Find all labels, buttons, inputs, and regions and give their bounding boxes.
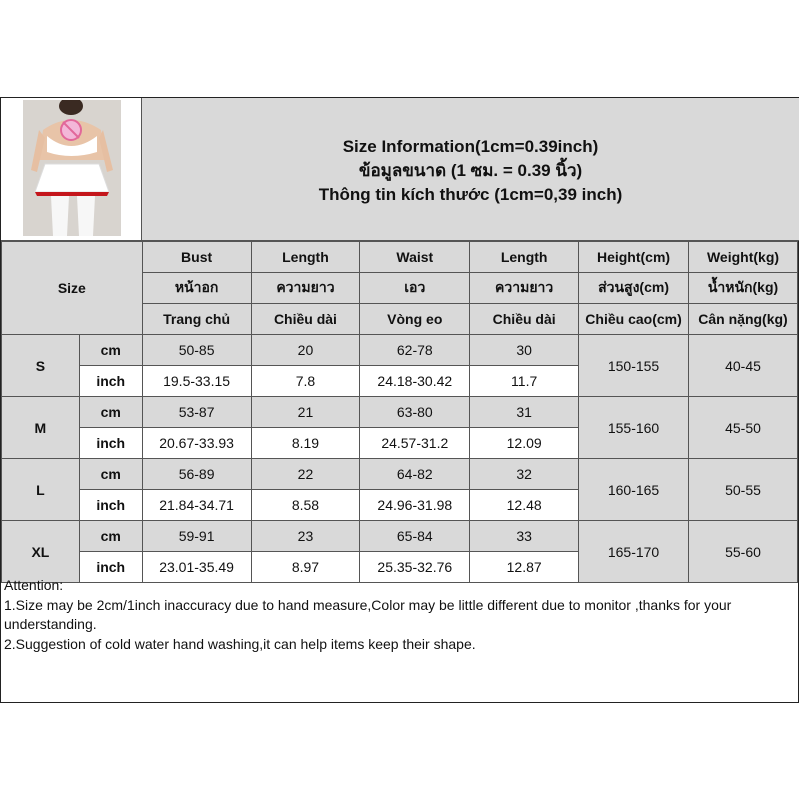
s-inch-length2: 11.7 bbox=[470, 366, 579, 397]
xl-inch-length: 8.97 bbox=[251, 552, 360, 583]
unit-cm: cm bbox=[79, 397, 142, 428]
unit-inch: inch bbox=[79, 552, 142, 583]
s-cm-length2: 30 bbox=[470, 335, 579, 366]
m-weight: 45-50 bbox=[689, 397, 798, 459]
s-weight: 40-45 bbox=[689, 335, 798, 397]
l-inch-waist: 24.96-31.98 bbox=[360, 490, 470, 521]
title-vietnamese: Thông tin kích thước (1cm=0,39 inch) bbox=[318, 185, 623, 204]
size-m-label: M bbox=[2, 397, 80, 459]
col-bust-en: Bust bbox=[142, 242, 251, 273]
size-xl-label: XL bbox=[2, 521, 80, 583]
unit-inch: inch bbox=[79, 490, 142, 521]
xl-cm-bust: 59-91 bbox=[142, 521, 251, 552]
m-inch-length: 8.19 bbox=[251, 428, 360, 459]
unit-cm: cm bbox=[79, 459, 142, 490]
s-inch-length: 7.8 bbox=[251, 366, 360, 397]
unit-inch: inch bbox=[79, 366, 142, 397]
l-inch-length: 8.58 bbox=[251, 490, 360, 521]
xl-inch-length2: 12.87 bbox=[470, 552, 579, 583]
xl-weight: 55-60 bbox=[689, 521, 798, 583]
size-s-label: S bbox=[2, 335, 80, 397]
size-chart bbox=[0, 97, 799, 703]
unit-cm: cm bbox=[79, 521, 142, 552]
col-waist-en: Waist bbox=[360, 242, 470, 273]
m-inch-length2: 12.09 bbox=[470, 428, 579, 459]
col-waist-vi: Vòng eo bbox=[360, 304, 470, 335]
attention-line-1: 1.Size may be 2cm/1inch inaccuracy due to hand measure,Color may be little different due to monitor ,thanks for your understanding. bbox=[4, 596, 732, 632]
xl-height: 165-170 bbox=[579, 521, 689, 583]
xl-cm-length2: 33 bbox=[470, 521, 579, 552]
m-cm-waist: 63-80 bbox=[360, 397, 470, 428]
unit-inch: inch bbox=[79, 428, 142, 459]
size-table bbox=[1, 241, 798, 583]
col-weight-th: น้ำหนัก(kg) bbox=[689, 273, 798, 304]
m-cm-length2: 31 bbox=[470, 397, 579, 428]
l-weight: 50-55 bbox=[689, 459, 798, 521]
col-height-vi: Chiều cao(cm) bbox=[579, 304, 689, 335]
attention-heading: Attention: bbox=[4, 577, 64, 593]
xl-cm-waist: 65-84 bbox=[360, 521, 470, 552]
l-inch-length2: 12.48 bbox=[470, 490, 579, 521]
xl-inch-bust: 23.01-35.49 bbox=[142, 552, 251, 583]
col-length2-vi: Chiều dài bbox=[470, 304, 579, 335]
l-cm-waist: 64-82 bbox=[360, 459, 470, 490]
m-inch-bust: 20.67-33.93 bbox=[142, 428, 251, 459]
size-header: Size bbox=[2, 242, 143, 335]
product-photo-cell bbox=[1, 98, 142, 241]
xl-inch-waist: 25.35-32.76 bbox=[360, 552, 470, 583]
m-inch-waist: 24.57-31.2 bbox=[360, 428, 470, 459]
col-length-en: Length bbox=[251, 242, 360, 273]
col-length2-th: ความยาว bbox=[470, 273, 579, 304]
col-bust-vi: Trang chủ bbox=[142, 304, 251, 335]
s-inch-waist: 24.18-30.42 bbox=[360, 366, 470, 397]
s-cm-waist: 62-78 bbox=[360, 335, 470, 366]
unit-cm: cm bbox=[79, 335, 142, 366]
title-thai: ข้อมูลขนาด (1 ซม. = 0.39 นิ้ว) bbox=[358, 161, 583, 180]
m-cm-length: 21 bbox=[251, 397, 360, 428]
title-english: Size Information(1cm=0.39inch) bbox=[342, 137, 599, 156]
attention-notes bbox=[1, 576, 798, 654]
attention-line-2: 2.Suggestion of cold water hand washing,it can help items keep their shape. bbox=[4, 635, 476, 652]
col-length-th: ความยาว bbox=[251, 273, 360, 304]
s-inch-bust: 19.5-33.15 bbox=[142, 366, 251, 397]
m-cm-bust: 53-87 bbox=[142, 397, 251, 428]
size-l-label: L bbox=[2, 459, 80, 521]
l-height: 160-165 bbox=[579, 459, 689, 521]
col-length-vi: Chiều dài bbox=[251, 304, 360, 335]
s-height: 150-155 bbox=[579, 335, 689, 397]
col-length2-en: Length bbox=[470, 242, 579, 273]
col-weight-vi: Cân nặng(kg) bbox=[689, 304, 798, 335]
l-cm-length: 22 bbox=[251, 459, 360, 490]
s-cm-bust: 50-85 bbox=[142, 335, 251, 366]
col-weight-en: Weight(kg) bbox=[689, 242, 798, 273]
xl-cm-length: 23 bbox=[251, 521, 360, 552]
m-height: 155-160 bbox=[579, 397, 689, 459]
s-cm-length: 20 bbox=[251, 335, 360, 366]
l-cm-length2: 32 bbox=[470, 459, 579, 490]
l-cm-bust: 56-89 bbox=[142, 459, 251, 490]
col-height-th: ส่วนสูง(cm) bbox=[579, 273, 689, 304]
col-waist-th: เอว bbox=[360, 273, 470, 304]
l-inch-bust: 21.84-34.71 bbox=[142, 490, 251, 521]
col-bust-th: หน้าอก bbox=[142, 273, 251, 304]
product-photo-icon bbox=[23, 100, 121, 236]
col-height-en: Height(cm) bbox=[579, 242, 689, 273]
title-banner bbox=[142, 98, 799, 241]
